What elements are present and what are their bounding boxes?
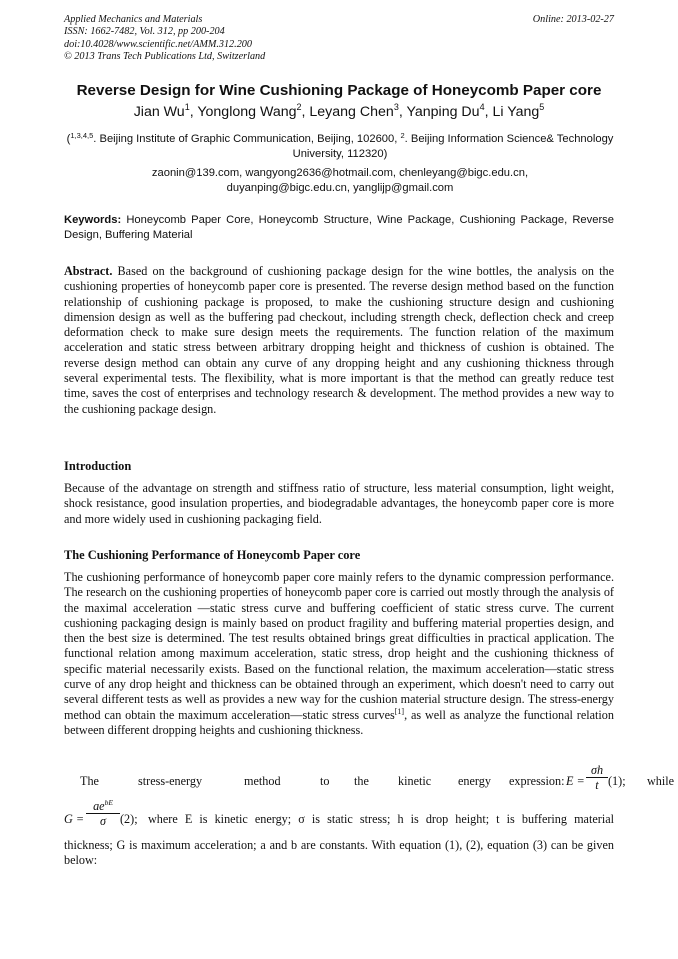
author-sup: 4 [479, 102, 485, 112]
journal-name: Applied Mechanics and Materials [64, 14, 203, 25]
cushioning-text-end: , as well as analyze the functional relation between different dropping heights and cushioning thickness. [64, 707, 614, 737]
journal-doi[interactable]: doi:10.4028/www.scientific.net/AMM.312.200 [64, 38, 252, 50]
author-sup: 3 [393, 102, 399, 112]
eq2-description: where E is kinetic energy; σ is static stress; h is drop height; t is buffering material [148, 812, 614, 826]
journal-header [64, 14, 265, 64]
author-name: Leyang Chen [309, 104, 394, 120]
eq1-lhs: E = [566, 774, 585, 788]
affiliation-open: ( [66, 133, 71, 145]
abstract-label: Abstract. [64, 264, 113, 278]
paper-title: Reverse Design for Wine Cushioning Package of Honeycomb Paper core [76, 82, 602, 99]
author-name: Jian Wu [133, 104, 185, 120]
author-sup: 5 [539, 102, 545, 112]
author-sup: 2 [296, 102, 302, 112]
eq-word: The [80, 774, 99, 788]
eq1-denominator: t [595, 778, 599, 792]
email-line-1[interactable]: zaonin@139.com, wangyong2636@hotmail.com, chenleyang@bigc.edu.cn, [151, 167, 529, 179]
keywords [64, 213, 614, 242]
author-name: Li Yang [492, 104, 540, 120]
keywords-label: Keywords: [64, 214, 122, 226]
affiliation-text-1: . Beijing Institute of Graphic Communication, Beijing, 102600, [93, 133, 401, 145]
online-date: Online: 2013-02-27 [532, 14, 614, 25]
eq1-numerator: σh [590, 763, 604, 777]
section-heading-cushioning: The Cushioning Performance of Honeycomb Paper core [64, 548, 361, 562]
author-list: Jian Wu$^1$, Yonglong Wang$^2$, Leyang Chen$^3$, Yanping Du$^4$, Li Yang$^5$ [133, 102, 545, 120]
eq-word-while: while [647, 774, 675, 788]
eq-word: the [354, 774, 369, 788]
eq-word: stress-energy [138, 774, 203, 788]
eq-word: kinetic [398, 774, 432, 788]
eq2-numerator [86, 800, 120, 813]
author-name: Yanping Du [406, 104, 480, 120]
eq2-lhs: G = [64, 812, 85, 826]
citation-ref[interactable]: [1] [394, 706, 405, 716]
final-paragraph: thickness; G is maximum acceleration; a and b are constants. With equation (1), (2), equation (3) can be given below: [64, 838, 614, 868]
eq2-numerator-base: ae [93, 799, 105, 813]
eq1-fraction [586, 764, 608, 792]
affiliation-text-2: . Beijing Information Science& Technology University, 112320) [292, 133, 614, 160]
introduction-paragraph: Because of the advantage on strength and stiffness ratio of structure, less material consumption, light weight, shock resistance, good insulation properties, and biodegradable advantages, the honeycomb paper core is more and more widely used in cushioning packaging field. [64, 481, 614, 526]
eq2-denominator: σ [99, 814, 106, 828]
affiliation-sup-2: 2 [400, 131, 405, 140]
keywords-text: Honeycomb Paper Core, Honeycomb Structure, Wine Package, Cushioning Package, Reverse Design, Buffering Material [64, 214, 614, 241]
eq-word: method [244, 774, 281, 788]
eq2-fraction [86, 800, 120, 828]
abstract-text: Based on the background of cushioning package design for the wine bottles, the analysis on the cushioning properties of honeycomb paper core is presented. The reverse design method based on the function relationship of cushioning package is proposed, to make the cushioning structure design and cushioning dimension design as well as the buffering pad checkout, including strength check, deflection check and creep deformation check to make sure design meets the requirements. The function relation of the maximum acceleration and static stress between arbitrary dropping height and thickness of cushion is obtained. The reverse design method can obtain any curve of any dropping height and any cushioning thickness through several experimental tests. The flexibility, what is more important is that the method can greatly reduce test time, saves the cost of enterprises and technology research & development. The method provides a new way to the cushioning package design. [64, 264, 614, 416]
eq2-tag: (2); [120, 812, 138, 826]
eq-word: expression: [509, 774, 565, 788]
section-heading-introduction: Introduction [64, 459, 132, 473]
author-name: Yonglong Wang [197, 104, 297, 120]
equation-line-1 [64, 763, 675, 800]
journal-issn: ISSN: 1662-7482, Vol. 312, pp 200-204 [64, 26, 225, 38]
eq2-numerator-exp: bE [104, 798, 113, 807]
author-emails [62, 166, 618, 196]
affiliation-sup-1: 1,3,4,5 [70, 131, 94, 140]
eq-word: energy [458, 774, 491, 788]
equation-line-2 [64, 800, 614, 840]
cushioning-text: The cushioning performance of honeycomb paper core mainly refers to the dynamic compression performance. The research on the cushioning properties of honeycomb paper core is carried out mostly through the analysis of the maximal acceleration —static stress curve and buffering coefficient of static stress curve. The current cushioning packaging design is mainly based on product fragility and buffering material properties design, and then the best size is determined. The test results obtained brings great difficulties in practical application. The functional relation among maximum acceleration, static stress, drop height and the cushioning thickness of specific material necessarily exists. Based on the functional relation, the maximum acceleration—static stress curve of any drop height and thickness can be obtained through an experiment, which doesn't need to carry out several different tests as well as provides a new way for the cushion material structure design. The stress-energy method can obtain the maximum acceleration—static stress curves [64, 570, 614, 722]
cushioning-paragraph [64, 570, 614, 738]
journal-copyright: © 2013 Trans Tech Publications Ltd, Switzerland [64, 51, 266, 63]
eq-word: to [320, 774, 330, 788]
email-line-2[interactable]: duyanping@bigc.edu.cn, yanglijp@gmail.com [226, 182, 454, 194]
affiliation [62, 132, 618, 161]
abstract [64, 264, 614, 417]
author-sup: 1 [184, 102, 190, 112]
eq1-tag: (1); [608, 774, 626, 788]
